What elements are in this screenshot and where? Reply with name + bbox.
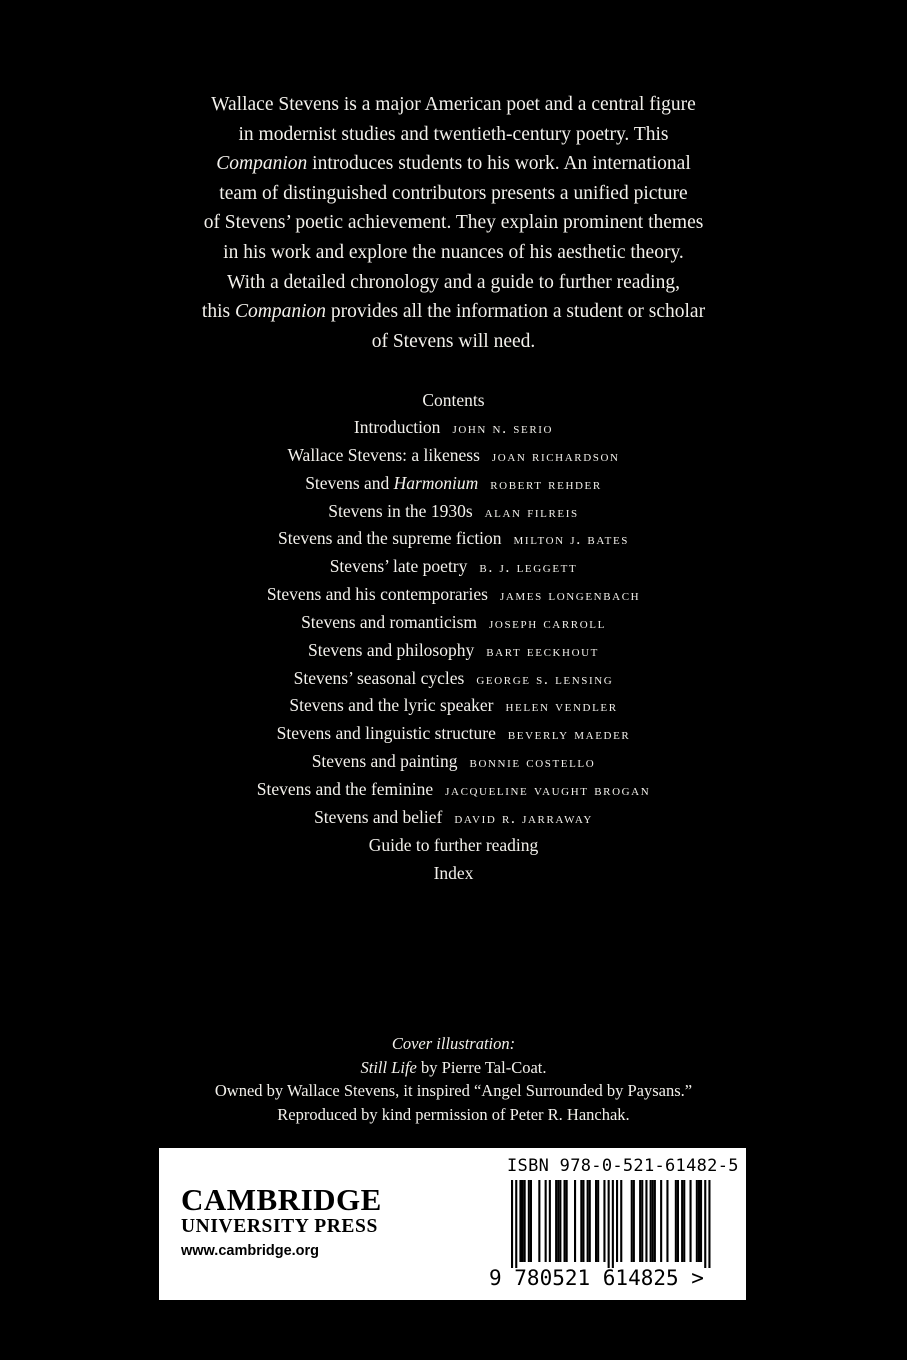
toc-entry <box>0 498 907 526</box>
blurb-line: in modernist studies and twentieth-century poetry. This <box>238 123 669 145</box>
blurb-italic: Companion <box>216 153 308 175</box>
toc-title: Stevens in the 1930s <box>328 500 473 521</box>
barcode-bar <box>700 1180 702 1262</box>
barcode-bar <box>597 1180 599 1262</box>
blurb-line: in his work and explore the nuances of his aesthetic theory. <box>223 241 684 263</box>
barcode-bar <box>559 1180 561 1262</box>
blurb-line: this <box>201 301 235 323</box>
toc-title: Stevens and the lyric speaker <box>289 695 494 716</box>
toc-entry <box>0 609 907 637</box>
credit-line: by Pierre Tal-Coat. <box>416 1057 547 1077</box>
publisher-name: CAMBRIDGE <box>181 1182 382 1217</box>
barcode-bar <box>530 1180 532 1262</box>
barcode-bar <box>660 1180 662 1262</box>
publisher-subtitle: UNIVERSITY PRESS <box>181 1216 378 1237</box>
barcode-bar <box>545 1180 547 1262</box>
barcode-bar <box>620 1180 622 1262</box>
barcode-digits: 9 780521 614825 > <box>489 1266 704 1290</box>
blurb <box>150 90 757 356</box>
barcode-bar <box>524 1180 526 1262</box>
toc-author: joan richardson <box>491 447 620 465</box>
publisher-logo <box>181 1184 382 1262</box>
barcode-bar <box>633 1180 635 1262</box>
barcode-bar <box>549 1180 551 1262</box>
barcode-bar <box>641 1180 643 1262</box>
toc-entry <box>0 525 907 553</box>
toc-author: david r. jarraway <box>454 809 593 827</box>
toc-entry <box>0 442 907 470</box>
barcode-bar <box>654 1180 656 1262</box>
barcode-bar <box>538 1180 540 1262</box>
toc-author: bart eeckhout <box>486 642 599 660</box>
toc-author: helen vendler <box>505 698 618 716</box>
toc-entry <box>0 553 907 581</box>
toc-title: Stevens’ seasonal cycles <box>293 667 465 688</box>
barcode-bar <box>515 1180 517 1268</box>
barcode-bar <box>595 1180 597 1262</box>
credit-line: Owned by Wallace Stevens, it inspired “Angel Surrounded by Paysans.” <box>214 1081 693 1100</box>
toc-author: alan filreis <box>484 503 579 521</box>
barcode-bar <box>566 1180 568 1262</box>
toc-title: Stevens’ late poetry <box>329 556 468 577</box>
toc-entry <box>0 637 907 665</box>
toc-title: Stevens and belief <box>314 806 443 827</box>
barcode-bar <box>564 1180 566 1262</box>
toc-entry <box>0 748 907 776</box>
barcode-bar <box>519 1180 521 1262</box>
barcode-bar <box>696 1180 698 1262</box>
toc-entry <box>0 414 907 442</box>
blurb-line: of Stevens’ poetic achievement. They explain prominent themes <box>203 212 704 234</box>
barcode-bar <box>612 1180 614 1268</box>
toc-title: Guide to further reading <box>368 834 539 855</box>
barcode-bar <box>528 1180 530 1262</box>
barcode-bar <box>511 1180 513 1268</box>
toc-author: bonnie costello <box>469 754 596 772</box>
toc-title: Introduction <box>353 417 441 437</box>
barcode-bar <box>698 1180 700 1262</box>
barcode-bar <box>677 1180 679 1262</box>
blurb-line: Wallace Stevens is a major American poet and a central figure <box>211 94 696 115</box>
publisher-panel <box>159 1148 746 1300</box>
barcode-bar <box>522 1180 524 1262</box>
toc-author: jacqueline vaught brogan <box>445 781 651 799</box>
publisher-url: www.cambridge.org <box>181 1243 320 1259</box>
blurb-line: With a detailed chronology and a guide to further reading, <box>227 271 680 293</box>
toc-author: george s. lensing <box>476 670 614 688</box>
contents-list <box>0 414 907 887</box>
toc-author: robert rehder <box>490 475 602 493</box>
toc-title: Stevens and linguistic structure <box>276 723 496 744</box>
contents-section <box>0 386 907 887</box>
barcode-bar <box>681 1180 683 1262</box>
blurb-line: team of distinguished contributors presents a unified picture <box>219 182 688 204</box>
toc-entry <box>0 665 907 693</box>
barcode-bar <box>616 1180 618 1262</box>
toc-entry <box>0 470 907 498</box>
toc-author: b. j. leggett <box>479 559 578 577</box>
toc-entry <box>0 776 907 804</box>
blurb-line: provides all the information a student or scholar <box>326 301 706 323</box>
toc-author: joseph carroll <box>489 614 606 632</box>
barcode-bar <box>580 1180 582 1262</box>
barcode-bar <box>666 1180 668 1262</box>
credit-artwork-title: Still Life <box>360 1057 417 1077</box>
barcode-bar <box>639 1180 641 1262</box>
isbn-label: ISBN 978-0-521-61482-5 <box>507 1156 739 1176</box>
credit-heading: Cover illustration: <box>391 1034 516 1053</box>
toc-title: Index <box>433 862 474 883</box>
toc-title: Stevens and romanticism <box>301 611 478 632</box>
toc-author: james longenbach <box>499 587 641 605</box>
toc-title: Stevens and the feminine <box>256 778 434 799</box>
barcode-bar <box>603 1180 605 1262</box>
barcode-bar <box>582 1180 584 1262</box>
barcode-bar <box>650 1180 652 1262</box>
blurb-line: introduces students to his work. An international <box>307 153 691 175</box>
toc-title: Stevens and philosophy <box>308 639 475 660</box>
barcode-bar <box>708 1180 710 1268</box>
credit-line: Reproduced by kind permission of Peter R. Hanchak. <box>277 1104 630 1124</box>
barcode-bar <box>683 1180 685 1262</box>
toc-title: Stevens and <box>305 472 394 493</box>
barcode-bar <box>574 1180 576 1262</box>
barcode-bar <box>704 1180 706 1268</box>
blurb-line: of Stevens will need. <box>371 330 536 352</box>
barcode-bar <box>587 1180 589 1262</box>
barcode-icon <box>489 1180 733 1268</box>
barcode-bar <box>589 1180 591 1262</box>
barcode-bar <box>631 1180 633 1262</box>
toc-author: milton j. bates <box>513 531 630 549</box>
barcode-bar <box>690 1180 692 1262</box>
barcode-bar <box>652 1180 654 1262</box>
toc-author: beverly maeder <box>507 726 631 744</box>
barcode-bar <box>557 1180 559 1262</box>
barcode-bar <box>675 1180 677 1262</box>
barcode-bar <box>645 1180 647 1262</box>
toc-title: Stevens and his contemporaries <box>266 584 488 605</box>
cover-credit <box>0 1032 907 1126</box>
toc-entry <box>0 581 907 609</box>
toc-entry <box>0 804 907 832</box>
toc-title: Stevens and painting <box>311 751 458 772</box>
toc-title-italic: Harmonium <box>393 472 479 493</box>
barcode-bar <box>608 1180 610 1268</box>
contents-heading: Contents <box>422 390 485 410</box>
toc-author: john n. serio <box>452 420 554 437</box>
toc-entry <box>0 832 907 860</box>
toc-entry <box>0 720 907 748</box>
blurb-italic: Companion <box>234 301 326 323</box>
toc-title: Wallace Stevens: a likeness <box>287 444 480 465</box>
barcode-bar <box>555 1180 557 1262</box>
toc-title: Stevens and the supreme fiction <box>277 528 502 549</box>
toc-entry <box>0 860 907 888</box>
toc-entry <box>0 692 907 720</box>
